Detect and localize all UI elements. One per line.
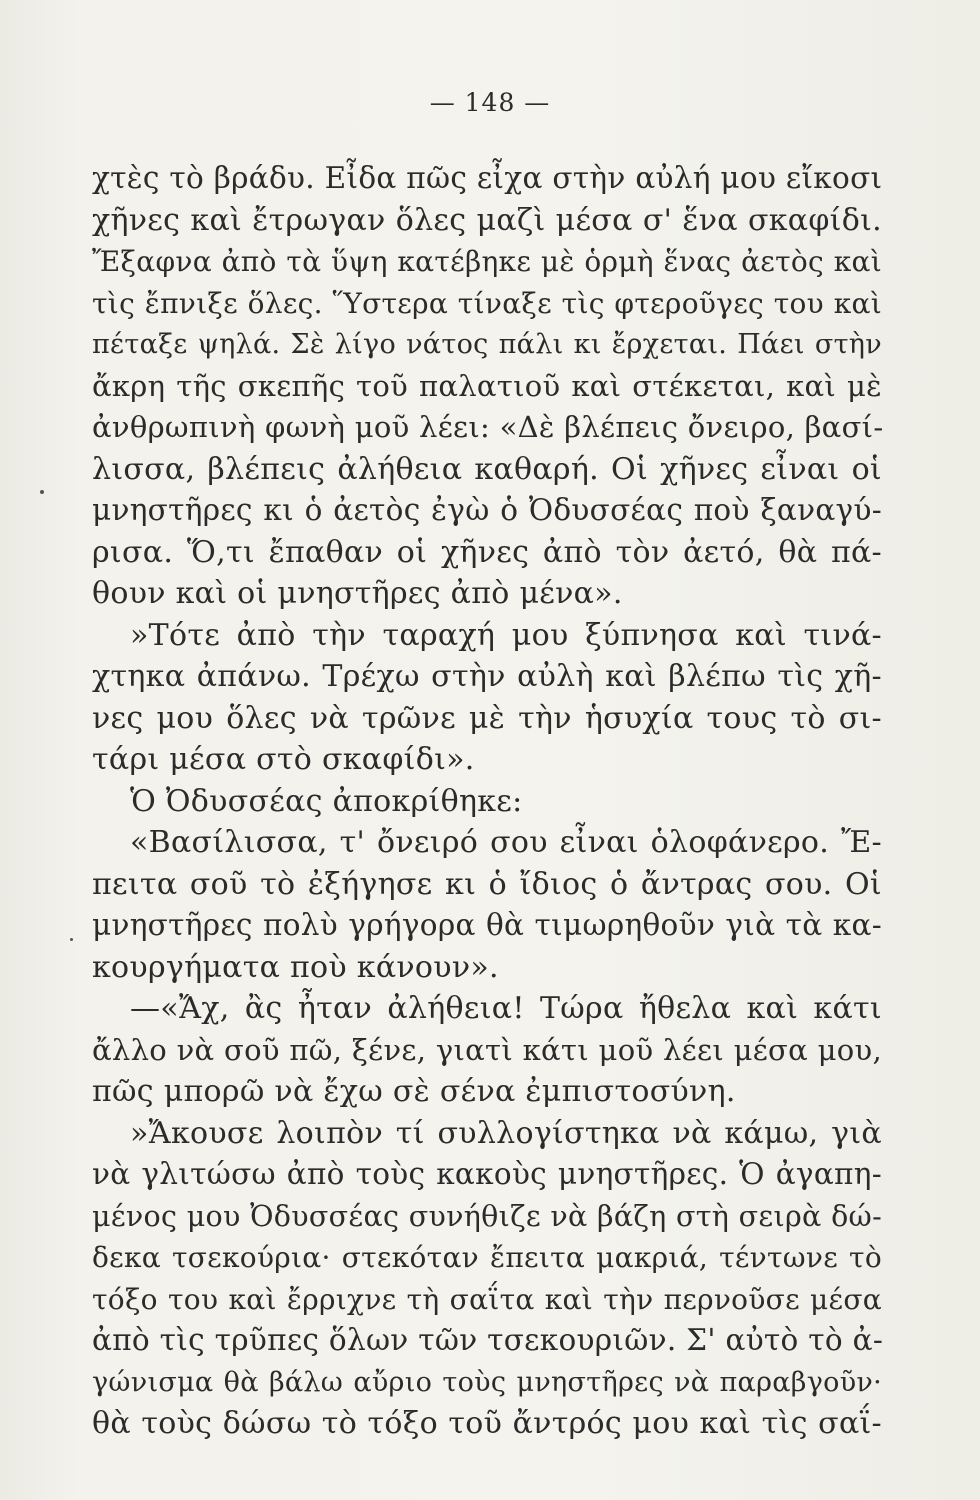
text-line: Ἔξαφνα ἀπὸ τὰ ὕψη κατέβηκε μὲ ὁρμὴ ἕνας ἀετὸς καὶ [92, 245, 882, 278]
text-line: νὰ γλιτώσω ἀπὸ τοὺς κακοὺς μνηστῆρες. Ὁ ἀγαπη- [92, 1157, 882, 1191]
text-line: θὰ τοὺς δώσω τὸ τόξο τοῦ ἄντρός μου καὶ τὶς σαΐ- [92, 1406, 882, 1441]
text-line: »Τότε ἀπὸ τὴν ταραχή μου ξύπνησα καὶ τινά- [130, 617, 882, 653]
stray-ink-mark [40, 490, 44, 494]
text-line: τόξο του καὶ ἔρριχνε τὴ σαΐτα καὶ τὴν περνοῦσε μέσα [92, 1282, 882, 1316]
page-number: — 148 — [429, 88, 551, 117]
text-line: ἄλλο νὰ σοῦ πῶ, ξένε, γιατὶ κάτι μοῦ λέει μέσα μου, [92, 1032, 882, 1067]
text-line: «Βασίλισσα, τ' ὄνειρό σου εἶναι ὁλοφάνερο. Ἔ- [130, 825, 882, 860]
text-line: κουργήματα ποὺ κάνουν». [92, 949, 499, 985]
text-line: πειτα σοῦ τὸ ἐξήγησε κι ὁ ἴδιος ὁ ἄντρας σου. Οἱ [92, 866, 882, 902]
text-line: μένος μου Ὀδυσσέας συνήθιζε νὰ βάζη στὴ σειρὰ δώ- [92, 1199, 882, 1233]
text-line: Ὁ Ὀδυσσέας ἀποκρίθηκε: [130, 783, 523, 819]
text-line: τάρι μέσα στὸ σκαφίδι». [92, 742, 475, 777]
text-line: χτηκα ἀπάνω. Τρέχω στὴν αὐλὴ καὶ βλέπω τὶς χῆ- [92, 659, 882, 694]
text-line: ἀνθρωπινὴ φωνὴ μοῦ λέει: «Δὲ βλέπεις ὄνειρο, βασί- [92, 410, 884, 444]
text-line: γώνισμα θὰ βάλω αὔριο τοὺς μνηστῆρες νὰ παραβγοῦν· [92, 1366, 882, 1398]
text-line: χῆνες καὶ ἔτρωγαν ὅλες μαζὶ μέσα σ' ἕνα σκαφίδι. [92, 202, 882, 238]
text-line: πέταξε ψηλά. Σὲ λίγο νάτος πάλι κι ἔρχεται. Πάει στὴν [92, 329, 882, 360]
text-line: ρισα. Ὅ,τι ἔπαθαν οἱ χῆνες ἀπὸ τὸν ἀετό, θὰ πά- [92, 534, 882, 570]
text-line: δεκα τσεκούρια· στεκόταν ἔπειτα μακριά, τέντωνε τὸ [92, 1241, 882, 1274]
text-line: τὶς ἔπνιξε ὅλες. Ὕστερα τίναξε τὶς φτεροῦγες του καὶ [92, 286, 882, 320]
text-line: —«Ἄχ, ἂς ἦταν ἀλήθεια! Τώρα ἤθελα καὶ κάτι [130, 991, 882, 1026]
text-line: θουν καὶ οἱ μνηστῆρες ἀπὸ μένα». [92, 576, 623, 611]
text-line: ἀπὸ τὶς τρῦπες ὅλων τῶν τσεκουριῶν. Σ' αὐτὸ τὸ ἀ- [92, 1323, 884, 1357]
text-line: μνηστῆρες πολὺ γρήγορα θὰ τιμωρηθοῦν γιὰ τὰ κα- [92, 908, 882, 942]
body-text [92, 158, 882, 1445]
text-line: »Ἄκουσε λοιπὸν τί συλλογίστηκα νὰ κάμω, γιὰ [130, 1115, 882, 1151]
text-line: μνηστῆρες κι ὁ ἀετὸς ἐγὼ ὁ Ὀδυσσέας ποὺ ξαναγύ- [92, 493, 882, 527]
text-line: νες μου ὅλες νὰ τρῶνε μὲ τὴν ἡσυχία τους τὸ σι- [92, 700, 882, 736]
stray-ink-mark [70, 938, 73, 941]
text-line: χτὲς τὸ βράδυ. Εἶδα πῶς εἶχα στὴν αὐλή μου εἴκοσι [92, 161, 883, 195]
text-line: λισσα, βλέπεις ἀλήθεια καθαρή. Οἱ χῆνες εἶναι οἱ [92, 451, 882, 487]
text-line: ἄκρη τῆς σκεπῆς τοῦ παλατιοῦ καὶ στέκεται, καὶ μὲ [92, 368, 882, 403]
text-line: πῶς μπορῶ νὰ ἔχω σὲ σένα ἐμπιστοσύνη. [92, 1074, 736, 1109]
